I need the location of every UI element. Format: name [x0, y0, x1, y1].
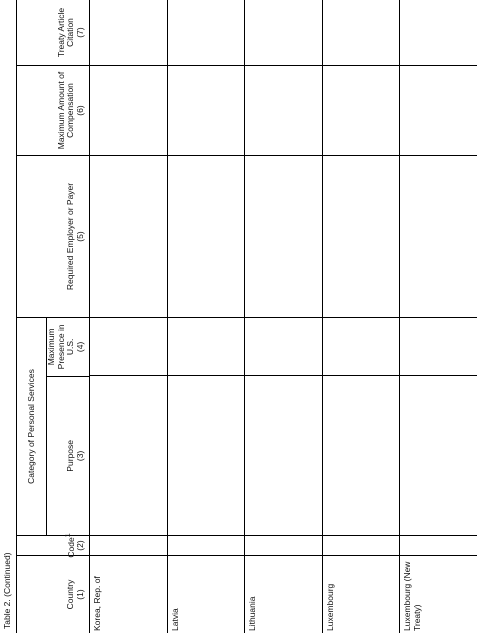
header-purpose: Purpose (3) — [47, 376, 89, 535]
table-section — [400, 0, 477, 633]
header-category-group — [17, 317, 89, 535]
table-section — [323, 0, 401, 633]
header-citation: Treaty Article Citation (7) — [55, 7, 86, 58]
country-name: Luxembourg (New Treaty) — [400, 555, 477, 633]
table-section — [90, 0, 168, 633]
country-name: Korea, Rep. of — [90, 555, 167, 633]
header-amount: Maximum Amount of Compensation (6) — [17, 65, 89, 155]
country-name: Latvia — [168, 555, 245, 633]
rotated-table — [16, 0, 477, 633]
table-caption: Table 2. (Continued) — [2, 552, 12, 629]
header-category-label: Category of Personal Services — [17, 318, 47, 535]
header-presence: Maximum Presence in U.S. (4) — [45, 324, 86, 370]
table-header — [16, 0, 90, 633]
header-code: Code$^1$ (2) — [17, 535, 89, 555]
header-country: Country (1) — [17, 555, 89, 633]
table-body — [90, 0, 477, 633]
country-name: Luxembourg — [323, 555, 400, 633]
country-name: Lithuania — [245, 555, 322, 633]
header-payer: Required Employer or Payer (5) — [17, 155, 89, 317]
table-section — [168, 0, 246, 633]
table-section — [245, 0, 323, 633]
